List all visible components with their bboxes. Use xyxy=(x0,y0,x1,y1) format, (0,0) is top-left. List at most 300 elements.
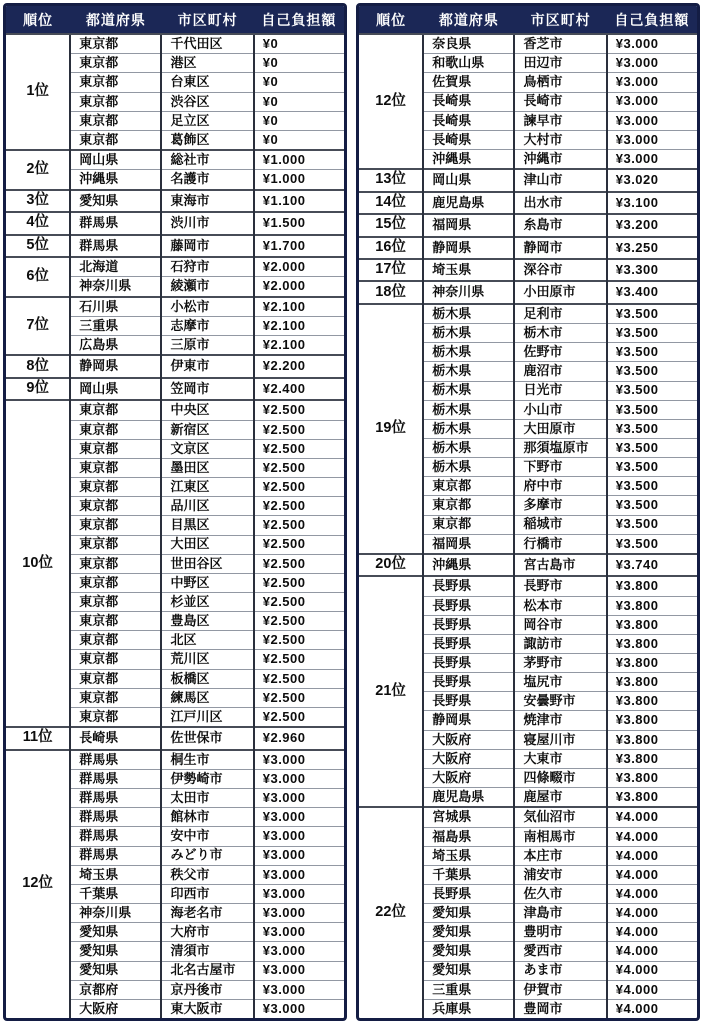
amount-cell: ¥4.000 xyxy=(607,807,697,827)
amount-cell: ¥3.000 xyxy=(254,942,344,961)
amount-cell: ¥3.000 xyxy=(254,769,344,788)
city-cell: 豊岡市 xyxy=(514,999,606,1018)
amount-cell: ¥3.500 xyxy=(607,324,697,343)
amount-cell: ¥0 xyxy=(254,54,344,73)
amount-cell: ¥3.800 xyxy=(607,576,697,596)
header-row xyxy=(6,6,344,34)
amount-cell: ¥3.000 xyxy=(254,808,344,827)
prefecture-cell: 栃木県 xyxy=(423,304,514,324)
amount-cell: ¥3.000 xyxy=(607,73,697,92)
prefecture-cell: 神奈川県 xyxy=(423,281,514,303)
table-row xyxy=(359,807,697,827)
prefecture-cell: 東京都 xyxy=(70,688,161,707)
city-cell: 江東区 xyxy=(161,478,253,497)
table-row xyxy=(359,214,697,236)
city-cell: 焼津市 xyxy=(514,711,606,730)
prefecture-cell: 和歌山県 xyxy=(423,54,514,73)
amount-cell: ¥0 xyxy=(254,73,344,92)
prefecture-cell: 福島県 xyxy=(423,827,514,846)
city-cell: 津山市 xyxy=(514,169,606,191)
city-cell: 大田区 xyxy=(161,535,253,554)
prefecture-cell: 東京都 xyxy=(70,516,161,535)
prefecture-cell: 三重県 xyxy=(70,316,161,335)
amount-cell: ¥3.100 xyxy=(607,192,697,214)
city-cell: 四條畷市 xyxy=(514,768,606,787)
prefecture-cell: 東京都 xyxy=(70,497,161,516)
city-cell: 小山市 xyxy=(514,400,606,419)
prefecture-cell: 京都府 xyxy=(70,980,161,999)
amount-cell: ¥2.500 xyxy=(254,497,344,516)
amount-cell: ¥0 xyxy=(254,92,344,111)
city-cell: 塩尻市 xyxy=(514,673,606,692)
city-cell: 諫早市 xyxy=(514,111,606,130)
prefecture-cell: 東京都 xyxy=(70,535,161,554)
city-cell: 志摩市 xyxy=(161,316,253,335)
prefecture-cell: 東京都 xyxy=(70,631,161,650)
amount-cell: ¥0 xyxy=(254,130,344,150)
ranking-table-left xyxy=(6,6,344,1018)
amount-cell: ¥4.000 xyxy=(607,827,697,846)
amount-cell: ¥2.100 xyxy=(254,336,344,356)
amount-cell: ¥3.740 xyxy=(607,554,697,576)
prefecture-cell: 石川県 xyxy=(70,297,161,317)
city-cell: 稲城市 xyxy=(514,515,606,534)
prefecture-cell: 沖縄県 xyxy=(423,554,514,576)
amount-cell: ¥2.500 xyxy=(254,478,344,497)
amount-cell: ¥2.100 xyxy=(254,297,344,317)
table-row xyxy=(359,576,697,596)
prefecture-cell: 東京都 xyxy=(423,515,514,534)
prefecture-cell: 東京都 xyxy=(70,92,161,111)
city-cell: 伊賀市 xyxy=(514,980,606,999)
prefecture-cell: 栃木県 xyxy=(423,381,514,400)
city-cell: 渋谷区 xyxy=(161,92,253,111)
amount-cell: ¥4.000 xyxy=(607,923,697,942)
prefecture-cell: 東京都 xyxy=(70,73,161,92)
prefecture-cell: 埼玉県 xyxy=(70,865,161,884)
amount-cell: ¥0 xyxy=(254,111,344,130)
city-cell: 館林市 xyxy=(161,808,253,827)
prefecture-cell: 長野県 xyxy=(423,692,514,711)
amount-cell: ¥3.250 xyxy=(607,237,697,259)
city-cell: 小松市 xyxy=(161,297,253,317)
city-cell: 津島市 xyxy=(514,904,606,923)
prefecture-cell: 長崎県 xyxy=(70,727,161,749)
amount-cell: ¥2.500 xyxy=(254,631,344,650)
rank-cell: 1位 xyxy=(6,34,70,150)
city-cell: 南相馬市 xyxy=(514,827,606,846)
city-cell: 鹿屋市 xyxy=(514,788,606,808)
prefecture-cell: 千葉県 xyxy=(423,865,514,884)
prefecture-cell: 愛知県 xyxy=(70,961,161,980)
amount-cell: ¥4.000 xyxy=(607,865,697,884)
amount-cell: ¥2.500 xyxy=(254,650,344,669)
prefecture-cell: 東京都 xyxy=(70,111,161,130)
amount-cell: ¥3.000 xyxy=(607,34,697,54)
amount-cell: ¥3.800 xyxy=(607,596,697,615)
prefecture-cell: 福岡県 xyxy=(423,214,514,236)
rank-cell: 3位 xyxy=(6,190,70,212)
city-cell: 松本市 xyxy=(514,596,606,615)
city-cell: 出水市 xyxy=(514,192,606,214)
city-cell: 諏訪市 xyxy=(514,634,606,653)
table-row xyxy=(6,727,344,749)
amount-cell: ¥3.800 xyxy=(607,692,697,711)
prefecture-cell: 栃木県 xyxy=(423,458,514,477)
table-row xyxy=(6,150,344,170)
city-cell: 豊明市 xyxy=(514,923,606,942)
amount-cell: ¥3.800 xyxy=(607,768,697,787)
prefecture-cell: 東京都 xyxy=(423,496,514,515)
city-cell: 桐生市 xyxy=(161,750,253,770)
prefecture-cell: 長崎県 xyxy=(423,92,514,111)
amount-cell: ¥2.500 xyxy=(254,612,344,631)
city-cell: 石狩市 xyxy=(161,257,253,277)
amount-cell: ¥3.000 xyxy=(254,923,344,942)
rank-cell: 12位 xyxy=(6,750,70,1018)
prefecture-cell: 沖縄県 xyxy=(70,170,161,190)
amount-cell: ¥3.800 xyxy=(607,788,697,808)
city-cell: 日光市 xyxy=(514,381,606,400)
city-cell: 杉並区 xyxy=(161,592,253,611)
city-cell: 笠岡市 xyxy=(161,378,253,400)
prefecture-cell: 愛知県 xyxy=(423,923,514,942)
table-row xyxy=(6,190,344,212)
table-row xyxy=(6,212,344,234)
prefecture-cell: 大阪府 xyxy=(423,749,514,768)
amount-cell: ¥2.000 xyxy=(254,277,344,297)
city-cell: あま市 xyxy=(514,961,606,980)
city-cell: 藤岡市 xyxy=(161,235,253,257)
city-cell: 海老名市 xyxy=(161,904,253,923)
amount-cell: ¥3.000 xyxy=(254,884,344,903)
prefecture-cell: 栃木県 xyxy=(423,343,514,362)
amount-cell: ¥3.800 xyxy=(607,711,697,730)
prefecture-cell: 岡山県 xyxy=(70,378,161,400)
amount-cell: ¥2.500 xyxy=(254,707,344,727)
city-cell: 茅野市 xyxy=(514,654,606,673)
prefecture-cell: 静岡県 xyxy=(423,711,514,730)
prefecture-cell: 北海道 xyxy=(70,257,161,277)
city-cell: 宮古島市 xyxy=(514,554,606,576)
table-row xyxy=(6,400,344,420)
city-cell: 千代田区 xyxy=(161,34,253,54)
amount-cell: ¥2.000 xyxy=(254,257,344,277)
amount-cell: ¥3.000 xyxy=(607,149,697,169)
prefecture-cell: 群馬県 xyxy=(70,212,161,234)
city-cell: 大村市 xyxy=(514,130,606,149)
column-header: 自己負担額 xyxy=(607,6,697,34)
amount-cell: ¥2.500 xyxy=(254,400,344,420)
prefecture-cell: 東京都 xyxy=(70,54,161,73)
prefecture-cell: 栃木県 xyxy=(423,362,514,381)
amount-cell: ¥2.500 xyxy=(254,592,344,611)
city-cell: 東海市 xyxy=(161,190,253,212)
amount-cell: ¥3.500 xyxy=(607,534,697,554)
prefecture-cell: 長崎県 xyxy=(423,130,514,149)
table-row xyxy=(6,297,344,317)
prefecture-cell: 奈良県 xyxy=(423,34,514,54)
amount-cell: ¥3.500 xyxy=(607,515,697,534)
rank-cell: 17位 xyxy=(359,259,423,281)
prefecture-cell: 愛知県 xyxy=(70,942,161,961)
city-cell: 太田市 xyxy=(161,789,253,808)
amount-cell: ¥1.500 xyxy=(254,212,344,234)
prefecture-cell: 栃木県 xyxy=(423,400,514,419)
table-row xyxy=(359,281,697,303)
city-cell: 長崎市 xyxy=(514,92,606,111)
city-cell: 深谷市 xyxy=(514,259,606,281)
amount-cell: ¥3.000 xyxy=(254,904,344,923)
rank-cell: 5位 xyxy=(6,235,70,257)
amount-cell: ¥3.500 xyxy=(607,438,697,457)
prefecture-cell: 東京都 xyxy=(70,439,161,458)
table-row xyxy=(359,34,697,54)
amount-cell: ¥3.000 xyxy=(607,130,697,149)
amount-cell: ¥3.800 xyxy=(607,634,697,653)
amount-cell: ¥1.700 xyxy=(254,235,344,257)
prefecture-cell: 宮城県 xyxy=(423,807,514,827)
rank-cell: 12位 xyxy=(359,34,423,169)
city-cell: 総社市 xyxy=(161,150,253,170)
city-cell: 足利市 xyxy=(514,304,606,324)
prefecture-cell: 愛知県 xyxy=(423,942,514,961)
header-row xyxy=(359,6,697,34)
amount-cell: ¥4.000 xyxy=(607,980,697,999)
city-cell: 佐野市 xyxy=(514,343,606,362)
prefecture-cell: 岡山県 xyxy=(70,150,161,170)
column-header: 順位 xyxy=(6,6,70,34)
city-cell: 府中市 xyxy=(514,477,606,496)
prefecture-cell: 群馬県 xyxy=(70,789,161,808)
prefecture-cell: 大阪府 xyxy=(423,768,514,787)
amount-cell: ¥3.400 xyxy=(607,281,697,303)
city-cell: 伊勢崎市 xyxy=(161,769,253,788)
table-row xyxy=(359,554,697,576)
prefecture-cell: 鹿児島県 xyxy=(423,788,514,808)
rank-cell: 18位 xyxy=(359,281,423,303)
amount-cell: ¥3.800 xyxy=(607,749,697,768)
city-cell: 三原市 xyxy=(161,336,253,356)
rank-cell: 8位 xyxy=(6,355,70,377)
amount-cell: ¥3.300 xyxy=(607,259,697,281)
prefecture-cell: 群馬県 xyxy=(70,235,161,257)
amount-cell: ¥3.800 xyxy=(607,673,697,692)
city-cell: 板橋区 xyxy=(161,669,253,688)
prefecture-cell: 長野県 xyxy=(423,615,514,634)
prefecture-cell: 静岡県 xyxy=(70,355,161,377)
prefecture-cell: 福岡県 xyxy=(423,534,514,554)
city-cell: 安中市 xyxy=(161,827,253,846)
city-cell: みどり市 xyxy=(161,846,253,865)
prefecture-cell: 沖縄県 xyxy=(423,149,514,169)
amount-cell: ¥3.500 xyxy=(607,496,697,515)
amount-cell: ¥3.000 xyxy=(254,999,344,1018)
rank-cell: 19位 xyxy=(359,304,423,554)
city-cell: 北区 xyxy=(161,631,253,650)
prefecture-cell: 広島県 xyxy=(70,336,161,356)
prefecture-cell: 神奈川県 xyxy=(70,904,161,923)
prefecture-cell: 埼玉県 xyxy=(423,846,514,865)
city-cell: 大田原市 xyxy=(514,419,606,438)
prefecture-cell: 鹿児島県 xyxy=(423,192,514,214)
city-cell: 安曇野市 xyxy=(514,692,606,711)
city-cell: 東大阪市 xyxy=(161,999,253,1018)
rank-cell: 4位 xyxy=(6,212,70,234)
city-cell: 荒川区 xyxy=(161,650,253,669)
rank-cell: 9位 xyxy=(6,378,70,400)
prefecture-cell: 東京都 xyxy=(70,34,161,54)
amount-cell: ¥1.100 xyxy=(254,190,344,212)
amount-cell: ¥2.500 xyxy=(254,573,344,592)
prefecture-cell: 東京都 xyxy=(70,130,161,150)
city-cell: 岡谷市 xyxy=(514,615,606,634)
prefecture-cell: 長崎県 xyxy=(423,111,514,130)
rank-cell: 2位 xyxy=(6,150,70,190)
city-cell: 沖縄市 xyxy=(514,149,606,169)
city-cell: 香芝市 xyxy=(514,34,606,54)
amount-cell: ¥3.000 xyxy=(607,92,697,111)
amount-cell: ¥4.000 xyxy=(607,904,697,923)
city-cell: 印西市 xyxy=(161,884,253,903)
prefecture-cell: 神奈川県 xyxy=(70,277,161,297)
ranking-table-left-frame xyxy=(3,3,347,1021)
prefecture-cell: 群馬県 xyxy=(70,750,161,770)
amount-cell: ¥3.000 xyxy=(254,961,344,980)
amount-cell: ¥3.500 xyxy=(607,400,697,419)
city-cell: 綾瀬市 xyxy=(161,277,253,297)
city-cell: 那須塩原市 xyxy=(514,438,606,457)
city-cell: 練馬区 xyxy=(161,688,253,707)
amount-cell: ¥3.500 xyxy=(607,343,697,362)
rank-cell: 7位 xyxy=(6,297,70,356)
prefecture-cell: 長野県 xyxy=(423,885,514,904)
rank-cell: 14位 xyxy=(359,192,423,214)
city-cell: 静岡市 xyxy=(514,237,606,259)
city-cell: 愛西市 xyxy=(514,942,606,961)
prefecture-cell: 愛知県 xyxy=(423,961,514,980)
city-cell: 江戸川区 xyxy=(161,707,253,727)
ranking-table-right xyxy=(359,6,697,1018)
amount-cell: ¥3.500 xyxy=(607,381,697,400)
amount-cell: ¥2.500 xyxy=(254,554,344,573)
prefecture-cell: 群馬県 xyxy=(70,769,161,788)
prefecture-cell: 栃木県 xyxy=(423,438,514,457)
column-header: 都道府県 xyxy=(70,6,161,34)
city-cell: 鹿沼市 xyxy=(514,362,606,381)
city-cell: 糸島市 xyxy=(514,214,606,236)
city-cell: 長野市 xyxy=(514,576,606,596)
amount-cell: ¥4.000 xyxy=(607,999,697,1018)
city-cell: 佐世保市 xyxy=(161,727,253,749)
column-header: 都道府県 xyxy=(423,6,514,34)
column-header: 市区町村 xyxy=(161,6,253,34)
city-cell: 鳥栖市 xyxy=(514,73,606,92)
column-header: 順位 xyxy=(359,6,423,34)
table-row xyxy=(359,237,697,259)
prefecture-cell: 長野県 xyxy=(423,673,514,692)
city-cell: 渋川市 xyxy=(161,212,253,234)
table-row xyxy=(359,304,697,324)
table-row xyxy=(6,378,344,400)
table-row xyxy=(6,750,344,770)
amount-cell: ¥2.500 xyxy=(254,458,344,477)
prefecture-cell: 東京都 xyxy=(70,420,161,439)
prefecture-cell: 大阪府 xyxy=(423,730,514,749)
city-cell: 清須市 xyxy=(161,942,253,961)
table-row xyxy=(6,355,344,377)
prefecture-cell: 東京都 xyxy=(70,478,161,497)
table-row xyxy=(359,192,697,214)
prefecture-cell: 愛知県 xyxy=(423,904,514,923)
amount-cell: ¥3.800 xyxy=(607,615,697,634)
prefecture-cell: 群馬県 xyxy=(70,827,161,846)
amount-cell: ¥2.500 xyxy=(254,439,344,458)
rank-cell: 11位 xyxy=(6,727,70,749)
city-cell: 栃木市 xyxy=(514,324,606,343)
city-cell: 小田原市 xyxy=(514,281,606,303)
amount-cell: ¥3.800 xyxy=(607,654,697,673)
city-cell: 港区 xyxy=(161,54,253,73)
prefecture-cell: 栃木県 xyxy=(423,324,514,343)
amount-cell: ¥3.000 xyxy=(254,789,344,808)
rank-cell: 10位 xyxy=(6,400,70,727)
amount-cell: ¥2.500 xyxy=(254,535,344,554)
prefecture-cell: 東京都 xyxy=(70,669,161,688)
amount-cell: ¥2.500 xyxy=(254,420,344,439)
rank-cell: 16位 xyxy=(359,237,423,259)
prefecture-cell: 岡山県 xyxy=(423,169,514,191)
prefecture-cell: 佐賀県 xyxy=(423,73,514,92)
city-cell: 行橋市 xyxy=(514,534,606,554)
amount-cell: ¥4.000 xyxy=(607,846,697,865)
prefecture-cell: 群馬県 xyxy=(70,846,161,865)
prefecture-cell: 埼玉県 xyxy=(423,259,514,281)
city-cell: 品川区 xyxy=(161,497,253,516)
city-cell: 田辺市 xyxy=(514,54,606,73)
table-row xyxy=(6,257,344,277)
city-cell: 多摩市 xyxy=(514,496,606,515)
city-cell: 台東区 xyxy=(161,73,253,92)
amount-cell: ¥3.000 xyxy=(254,750,344,770)
table-row xyxy=(6,34,344,54)
city-cell: 佐久市 xyxy=(514,885,606,904)
city-cell: 大東市 xyxy=(514,749,606,768)
city-cell: 葛飾区 xyxy=(161,130,253,150)
amount-cell: ¥3.500 xyxy=(607,362,697,381)
amount-cell: ¥2.500 xyxy=(254,669,344,688)
city-cell: 足立区 xyxy=(161,111,253,130)
prefecture-cell: 東京都 xyxy=(70,650,161,669)
prefecture-cell: 三重県 xyxy=(423,980,514,999)
amount-cell: ¥3.500 xyxy=(607,304,697,324)
prefecture-cell: 栃木県 xyxy=(423,419,514,438)
amount-cell: ¥2.960 xyxy=(254,727,344,749)
city-cell: 文京区 xyxy=(161,439,253,458)
rank-cell: 22位 xyxy=(359,807,423,1018)
table-row xyxy=(359,259,697,281)
amount-cell: ¥2.100 xyxy=(254,316,344,335)
prefecture-cell: 東京都 xyxy=(70,400,161,420)
prefecture-cell: 愛知県 xyxy=(70,923,161,942)
rank-cell: 21位 xyxy=(359,576,423,807)
amount-cell: ¥3.800 xyxy=(607,730,697,749)
amount-cell: ¥3.000 xyxy=(254,846,344,865)
city-cell: 新宿区 xyxy=(161,420,253,439)
prefecture-cell: 東京都 xyxy=(70,554,161,573)
amount-cell: ¥3.000 xyxy=(254,827,344,846)
prefecture-cell: 愛知県 xyxy=(70,190,161,212)
